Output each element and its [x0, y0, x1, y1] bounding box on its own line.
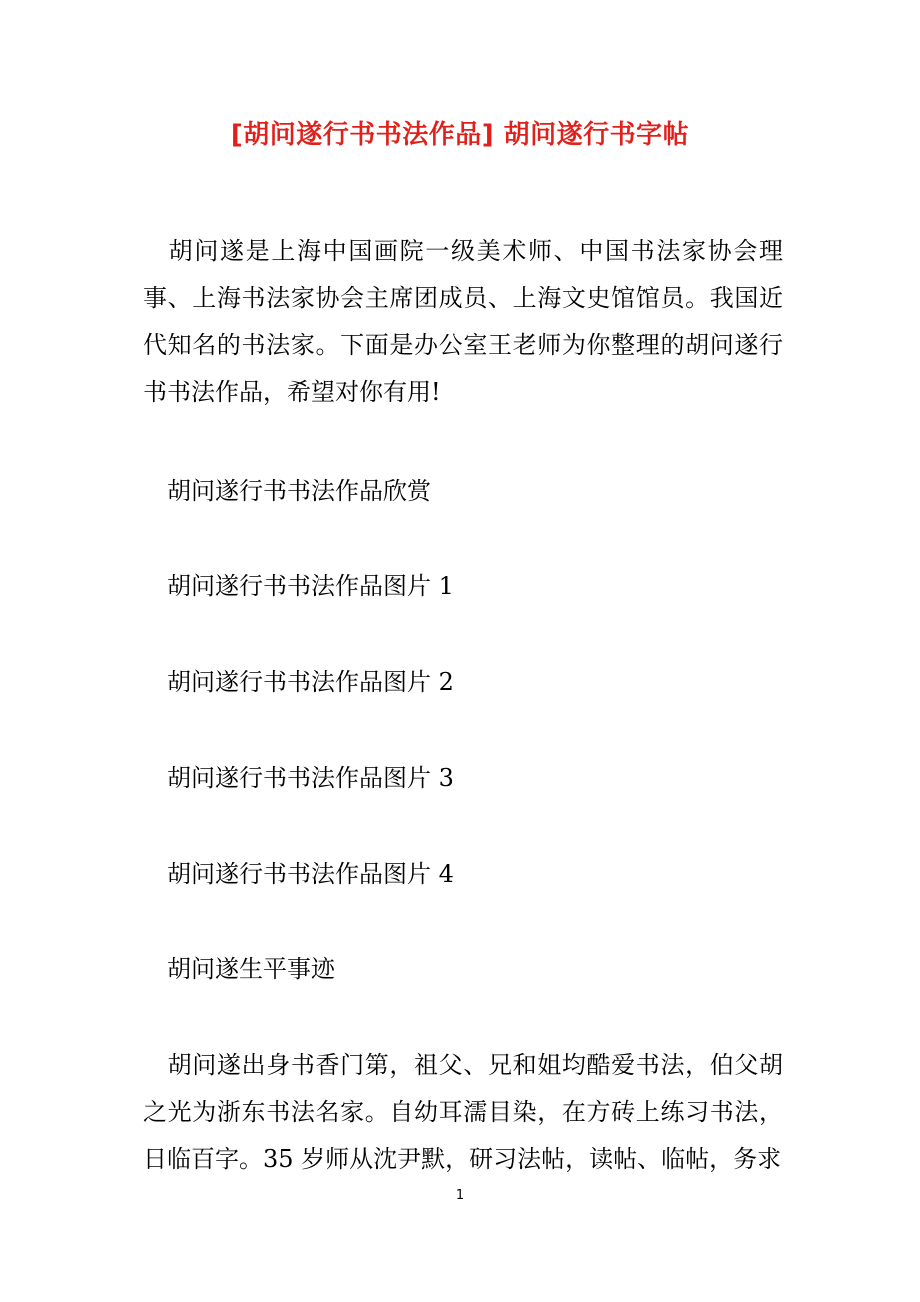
section-heading: 胡问遂行书书法作品欣赏 [167, 477, 431, 505]
intro-paragraph [143, 228, 783, 416]
page-number: 1 [455, 1188, 465, 1203]
biography-paragraph-text: 胡问遂出身书香门第，祖父、兄和姐均酷爱书法，伯父胡之光为浙东书法名家。自幼耳濡目染，在方砖上练习书法，日临百字。35 岁师从沈尹默，研习法帖，读帖、临帖，务求 [143, 1051, 783, 1173]
biography-paragraph [143, 1042, 783, 1183]
image-caption-3: 胡问遂行书书法作品图片 3 [167, 764, 454, 792]
intro-paragraph-text: 胡问遂是上海中国画院一级美术师、中国书法家协会理事、上海书法家协会主席团成员、上海文史馆馆员。我国近代知名的书法家。下面是办公室王老师为你整理的胡问遂行书书法作品，希望对你有用! [143, 237, 783, 406]
biography-heading: 胡问遂生平事迹 [167, 955, 335, 983]
page-title-text: [胡问遂行书书法作品] 胡问遂行书字帖 [230, 120, 690, 150]
image-caption-4: 胡问遂行书书法作品图片 4 [167, 860, 454, 888]
page-title [0, 112, 920, 158]
image-caption-1: 胡问遂行书书法作品图片 1 [167, 572, 454, 600]
image-caption-2: 胡问遂行书书法作品图片 2 [167, 668, 454, 696]
